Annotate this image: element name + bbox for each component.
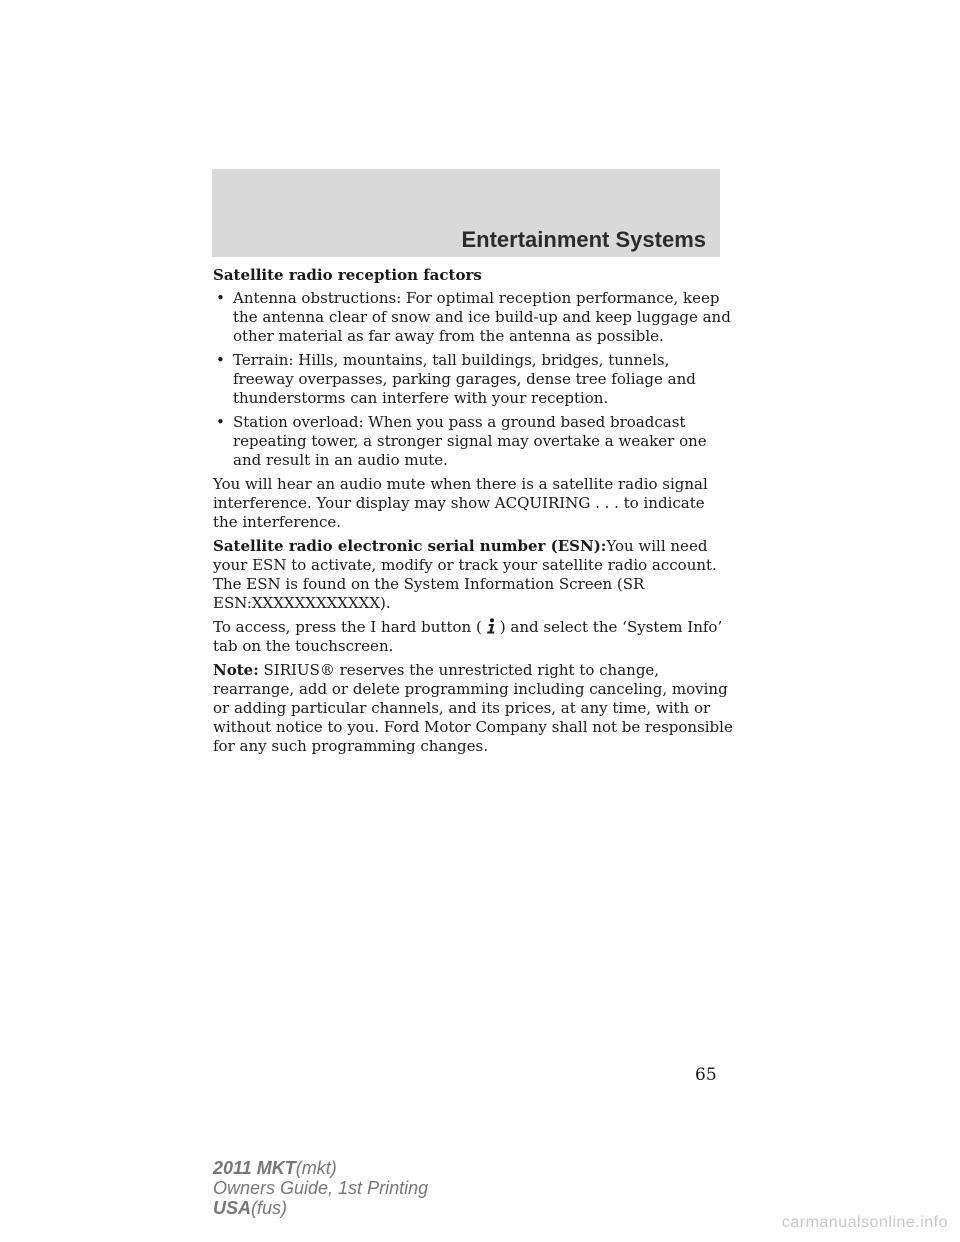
mute-paragraph: You will hear an audio mute when there is a satellite radio signal interference. Your display may show ACQUIRING . . . to indicate the interference. bbox=[213, 475, 708, 531]
bullet-dot: • bbox=[216, 351, 225, 369]
footer-model: 2011 MKT bbox=[213, 1158, 296, 1178]
footer-model-code: (mkt) bbox=[295, 1158, 337, 1178]
access-paragraph bbox=[213, 618, 733, 656]
bullet-dot: • bbox=[216, 413, 225, 431]
section-header-bar bbox=[212, 169, 720, 257]
esn-lead: Satellite radio electronic serial number (ESN): bbox=[213, 537, 607, 555]
bullet-text: Antenna obstructions: For optimal reception performance, keep the antenna clear of snow and ice build-up and keep luggage and other material as far away from the antenna as possible. bbox=[233, 289, 731, 345]
esn-text: You will need your ESN to activate, modify or track your satellite radio account. The ESN is found on the System Information Screen (SR ESN:XXXXXXXXXXXX). bbox=[213, 537, 717, 612]
bullet-dot: • bbox=[216, 289, 225, 307]
list-item bbox=[213, 289, 733, 346]
section-title: Entertainment Systems bbox=[461, 227, 706, 252]
page-content bbox=[213, 266, 733, 761]
bullet-text: Station overload: When you pass a ground based broadcast repeating tower, a stronger signal may overtake a weaker one and result in an audio mute. bbox=[233, 413, 707, 469]
note-text: SIRIUS® reserves the unrestricted right to change, rearrange, add or delete programming including canceling, moving or adding particular channels, and its prices, at any time, with or without notice to you. Ford Motor Company shall not be responsible for any such programming changes. bbox=[213, 661, 733, 755]
info-i-icon bbox=[484, 618, 498, 634]
access-text-before: To access, press the I hard button ( bbox=[213, 618, 482, 636]
list-item bbox=[213, 351, 733, 408]
footer-line-1 bbox=[213, 1158, 428, 1178]
footer-line-3 bbox=[213, 1198, 428, 1218]
footer-market-code: (fus) bbox=[251, 1198, 288, 1218]
footer-market: USA bbox=[213, 1198, 252, 1218]
page-number: 65 bbox=[695, 1065, 717, 1085]
footer-line-2: Owners Guide, 1st Printing bbox=[213, 1178, 429, 1198]
site-watermark: carmanualsonline.info bbox=[781, 1214, 948, 1231]
section-heading: Satellite radio reception factors bbox=[213, 266, 482, 284]
esn-paragraph bbox=[213, 537, 733, 613]
list-item bbox=[213, 413, 733, 470]
bullet-text: Terrain: Hills, mountains, tall buildings, bridges, tunnels, freeway overpasses, parking garages, dense tree foliage and thunderstorms can interfere with your reception. bbox=[233, 351, 696, 407]
document-footer bbox=[213, 1158, 428, 1218]
note-lead: Note: bbox=[213, 661, 259, 679]
access-text-after: ) and select the ‘System Info’ tab on the touchscreen. bbox=[213, 618, 723, 655]
note-paragraph bbox=[213, 661, 733, 756]
